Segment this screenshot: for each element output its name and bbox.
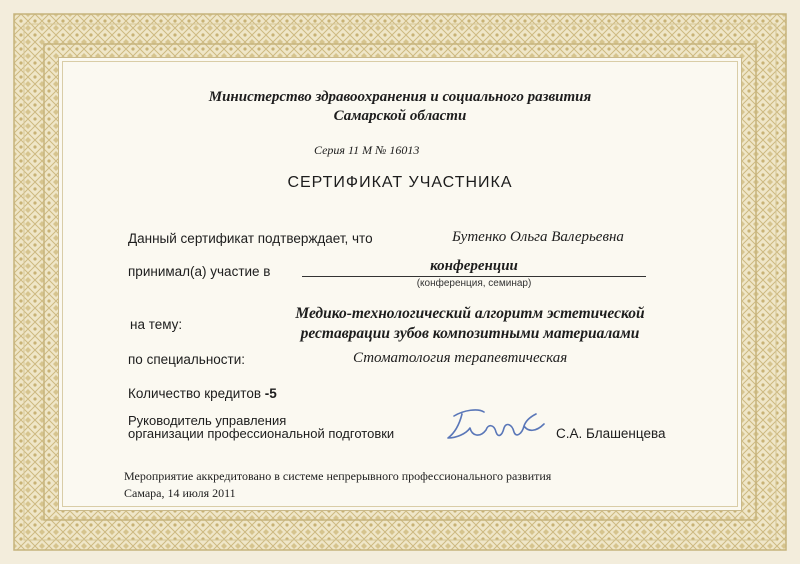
handwritten-signature — [440, 402, 552, 446]
event-type: конференции — [430, 258, 518, 274]
series-number: Серия 11 М № 16013 — [314, 143, 420, 157]
participation-label: принимал(а) участие в — [128, 264, 271, 279]
certificate-title: СЕРТИФИКАТ УЧАСТНИКА — [287, 174, 513, 191]
event-type-hint: (конференция, семинар) — [416, 278, 532, 289]
position-line-1: Руководитель управления — [128, 413, 287, 428]
accreditation-note: Мероприятие аккредитовано в системе непрерывного профессионального развития — [124, 469, 552, 483]
topic-label: на тему: — [130, 317, 183, 332]
topic-line-1: Медико-технологический алгоритм эстетической — [295, 305, 645, 322]
topic-line-2: реставрации зубов композитными материалами — [300, 325, 640, 342]
credits-value: -5 — [264, 386, 277, 401]
position-line-2: организации профессиональной подготовки — [128, 426, 395, 441]
credits-row — [128, 386, 277, 401]
specialty-value: Стоматология терапевтическая — [353, 350, 568, 366]
event-type-underline — [302, 276, 646, 277]
specialty-label: по специальности: — [128, 352, 246, 367]
signer-name: С.А. Блашенцева — [556, 426, 666, 441]
ministry-line-2: Самарской области — [333, 108, 467, 124]
participant-name: Бутенко Ольга Валерьевна — [452, 229, 624, 245]
confirm-label: Данный сертификат подтверждает, что — [128, 231, 373, 246]
ministry-line-1: Министерство здравоохранения и социального развития — [208, 89, 592, 105]
place-date: Самара, 14 июля 2011 — [124, 486, 236, 500]
credits-label: Количество кредитов — [128, 386, 262, 401]
